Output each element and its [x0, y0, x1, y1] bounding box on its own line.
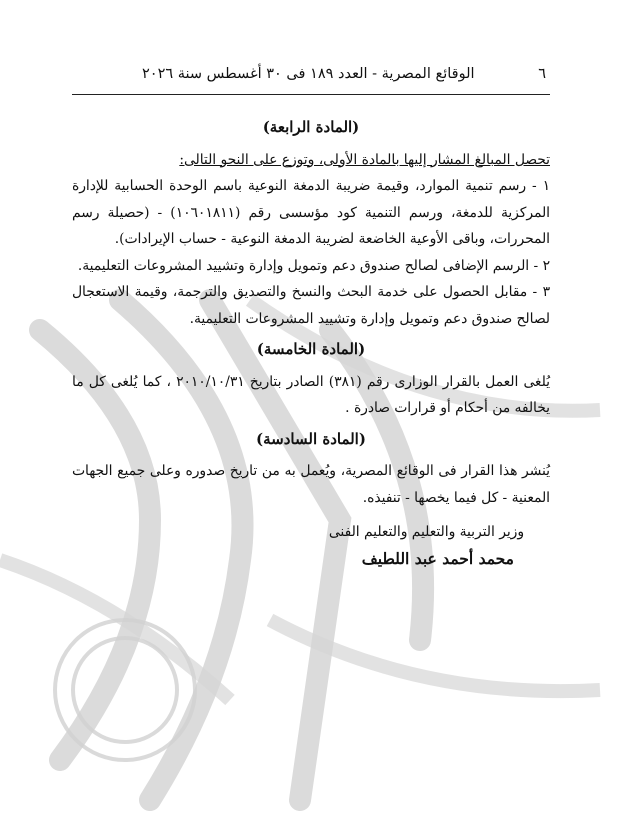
article-4-item-3: ٣ - مقابل الحصول على خدمة البحث والنسخ والتصديق والترجمة، وقيمة الاستعجال لصالح صندوق دعم وتمويل وإدارة وتشييد المشروعات التعليمية. [72, 284, 550, 327]
document-body [72, 110, 550, 572]
gazette-issue-line: الوقائع المصرية - العدد ١٨٩ فى ٣٠ أغسطس سنة ٢٠٢٦ [142, 66, 475, 82]
signature-block [72, 519, 550, 572]
article-4-lead: تحصل المبالغ المشار إليها بالمادة الأولى، وتوزع على النحو التالى: [179, 151, 550, 168]
article-6-title: (المادة السادسة) [256, 429, 366, 448]
page-header [72, 60, 550, 95]
page-number: ٦ [538, 66, 546, 82]
article-4-title: (المادة الرابعة) [262, 118, 360, 136]
article-4-item-1: ١ - رسم تنمية الموارد، وقيمة ضريبة الدمغة النوعية باسم الوحدة الحسابية للإدارة المركزية للدمغة، ورسم التنمية كود مؤسسى رقم (١٠٦٠١٨١١) - (حصيلة رسم المحررات، وباقى الأوعية الخاضعة لضريبة الدمغة النوعية - حساب الإيرادات). [72, 178, 550, 247]
article-5-text: يُلغى العمل بالقرار الوزارى رقم (٣٨١) الصادر بتاريخ ٢٠١٠/١٠/٣١ ، كما يُلغى كل ما يخالفه من أحكام أو قرارات صادرة . [72, 373, 551, 416]
signatory-title: وزير التربية والتعليم والتعليم الفنى [328, 524, 524, 540]
signatory-name: محمد أحمد عبد اللطيف [361, 548, 514, 568]
article-6-text: يُنشر هذا القرار فى الوقائع المصرية، ويُعمل به من تاريخ صدوره وعلى جميع الجهات المعنية - كل فيما يخصها - تنفيذه. [72, 463, 550, 506]
article-4-item-2: ٢ - الرسم الإضافى لصالح صندوق دعم وتمويل وإدارة وتشييد المشروعات التعليمية. [77, 257, 550, 274]
article-5-title: (المادة الخامسة) [256, 340, 366, 358]
